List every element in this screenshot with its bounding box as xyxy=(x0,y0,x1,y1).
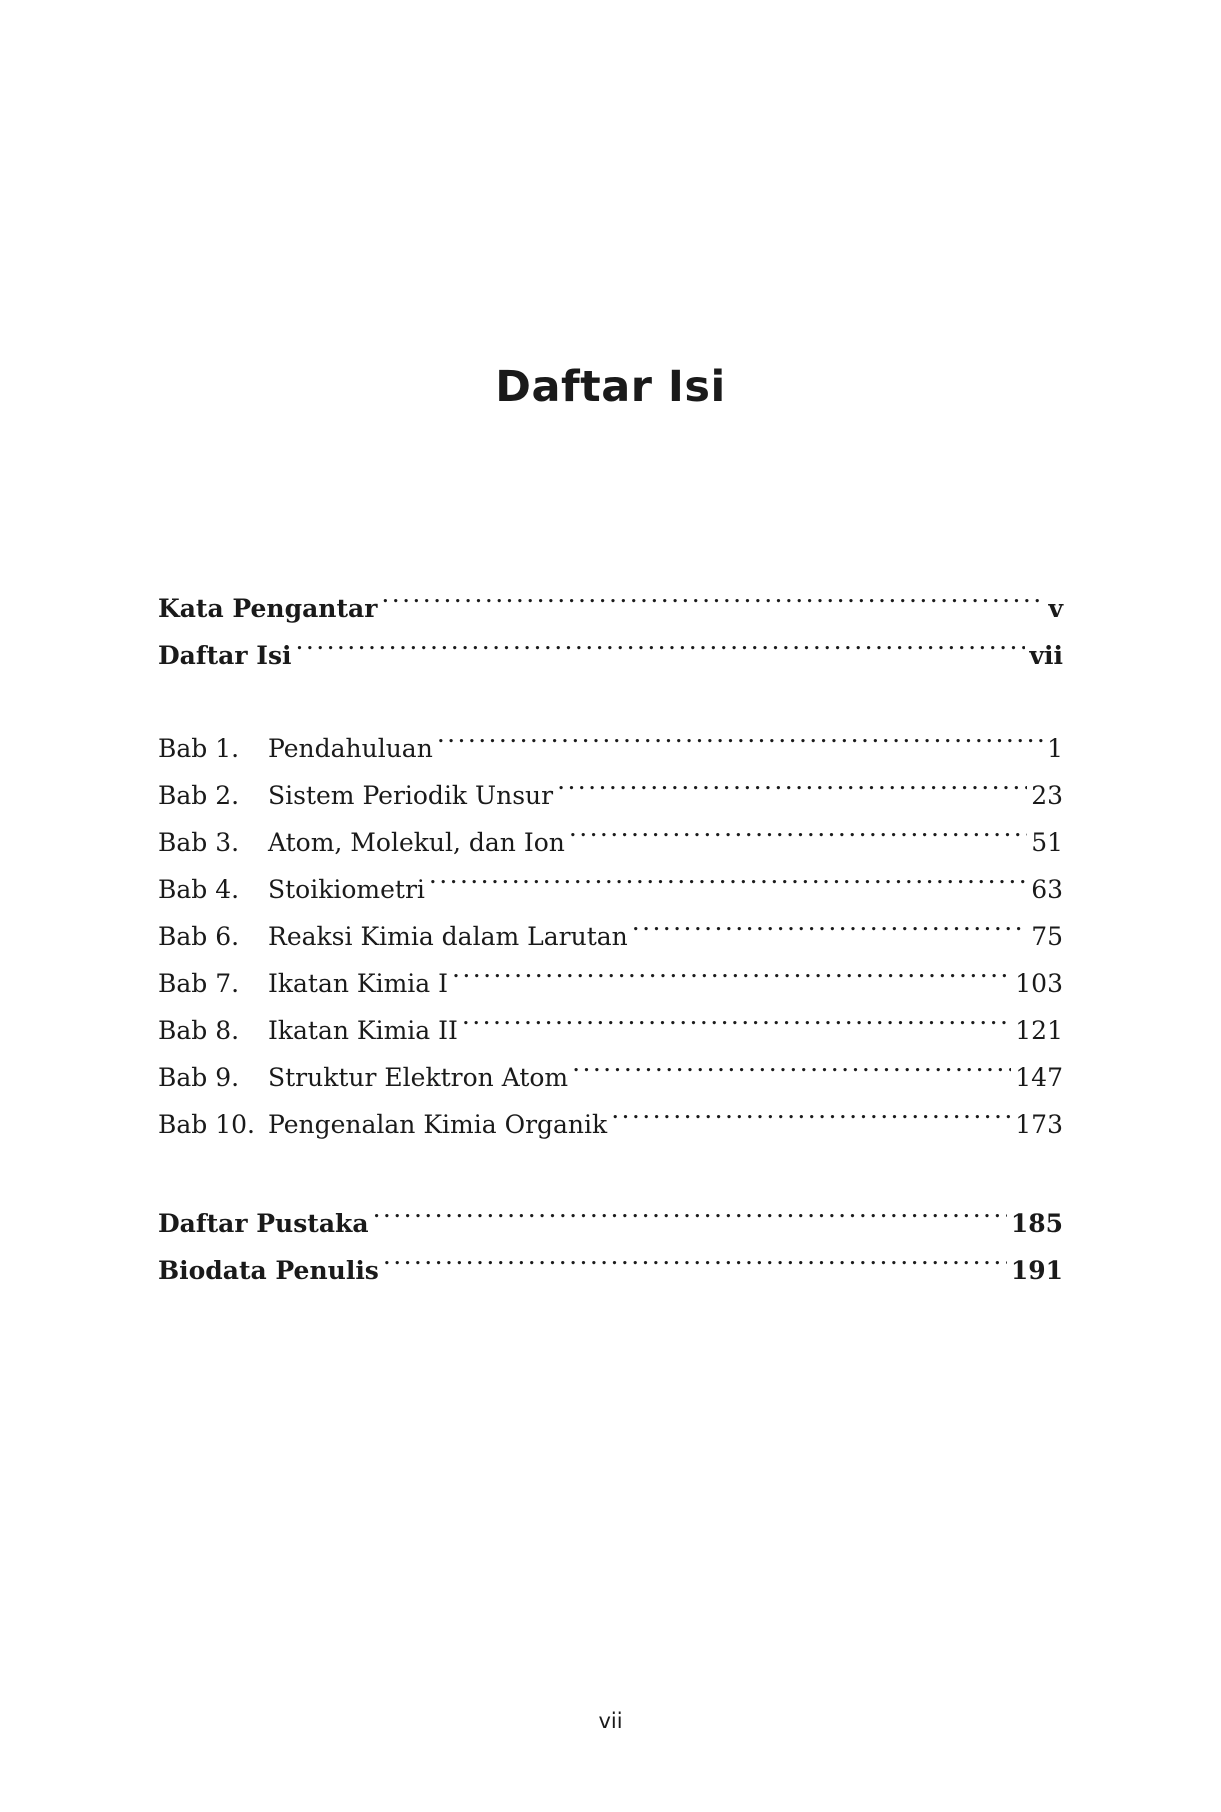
chapter-page: 121 xyxy=(1015,1016,1063,1045)
chapter-title: Reaksi Kimia dalam Larutan xyxy=(268,922,628,951)
dot-leader xyxy=(381,570,1044,617)
toc-entry[interactable] xyxy=(158,1185,1063,1238)
chapter-page: 103 xyxy=(1015,969,1063,998)
page-title: Daftar Isi xyxy=(495,361,726,412)
footer-page-number: vii xyxy=(598,1709,623,1733)
dot-leader xyxy=(569,804,1027,851)
chapter-title: Pengenalan Kimia Organik xyxy=(268,1110,608,1139)
chapter-page: 1 xyxy=(1047,734,1063,763)
toc-entry-page: vii xyxy=(1029,641,1063,670)
dot-leader xyxy=(632,898,1027,945)
toc-entry-page: v xyxy=(1048,594,1063,623)
chapter-page: 51 xyxy=(1031,828,1063,857)
dot-leader xyxy=(373,1185,1007,1232)
dot-leader xyxy=(437,710,1043,757)
dot-leader xyxy=(572,1039,1011,1086)
toc-chapters xyxy=(158,710,1063,1139)
dot-leader xyxy=(452,945,1011,992)
chapter-number: Bab 6. xyxy=(158,922,240,951)
chapter-title: Ikatan Kimia II xyxy=(268,1016,458,1045)
toc-chapter-entry[interactable] xyxy=(158,710,1063,763)
dot-leader xyxy=(557,757,1027,804)
chapter-title: Pendahuluan xyxy=(268,734,433,763)
chapter-page: 147 xyxy=(1015,1063,1063,1092)
toc-entry-title: Daftar Isi xyxy=(158,641,292,670)
toc-front-matter xyxy=(158,570,1063,670)
toc-entry-page: 185 xyxy=(1010,1209,1063,1238)
chapter-number: Bab 8. xyxy=(158,1016,240,1045)
chapter-title: Struktur Elektron Atom xyxy=(268,1063,569,1092)
chapter-number: Bab 3. xyxy=(158,828,240,857)
chapter-number: Bab 2. xyxy=(158,781,240,810)
toc-entry-title: Daftar Pustaka xyxy=(158,1209,369,1238)
chapter-number: Bab 10. xyxy=(158,1110,255,1139)
chapter-page: 23 xyxy=(1031,781,1063,810)
dot-leader xyxy=(462,992,1011,1039)
chapter-title: Stoikiometri xyxy=(268,875,425,904)
chapter-number: Bab 7. xyxy=(158,969,240,998)
chapter-number: Bab 9. xyxy=(158,1063,240,1092)
dot-leader xyxy=(296,617,1026,664)
chapter-page: 63 xyxy=(1031,875,1063,904)
toc-entry-title: Biodata Penulis xyxy=(158,1256,379,1285)
chapter-number: Bab 1. xyxy=(158,734,240,763)
chapter-number: Bab 4. xyxy=(158,875,240,904)
toc-entry-page: 191 xyxy=(1010,1256,1063,1285)
toc-entry-title: Kata Pengantar xyxy=(158,594,378,623)
chapter-title: Atom, Molekul, dan Ion xyxy=(268,828,565,857)
chapter-title: Ikatan Kimia I xyxy=(268,969,449,998)
dot-leader xyxy=(611,1086,1011,1133)
toc-entry[interactable] xyxy=(158,570,1063,623)
chapter-page: 75 xyxy=(1031,922,1063,951)
chapter-title: Sistem Periodik Unsur xyxy=(268,781,554,810)
dot-leader xyxy=(383,1232,1007,1279)
toc-back-matter xyxy=(158,1185,1063,1285)
chapter-page: 173 xyxy=(1015,1110,1063,1139)
dot-leader xyxy=(429,851,1027,898)
